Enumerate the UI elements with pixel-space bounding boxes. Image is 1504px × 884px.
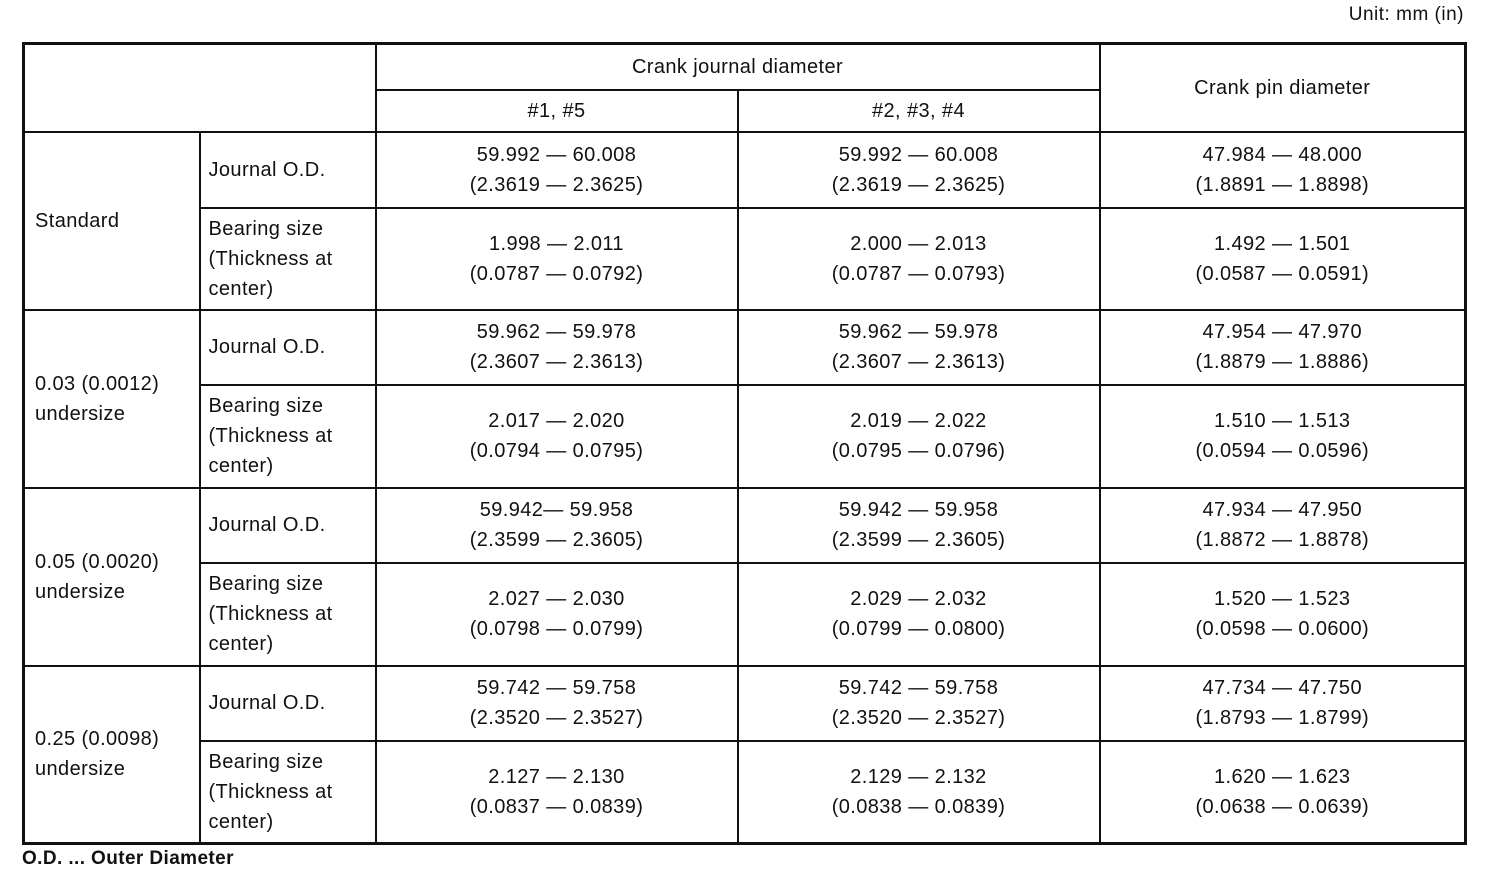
value-in: (2.3599 — 2.3605) bbox=[831, 529, 1006, 551]
value-cell bbox=[1100, 488, 1466, 563]
bearing-label-line: Bearing size bbox=[208, 395, 324, 417]
value-in: (0.0598 — 0.0600) bbox=[1195, 618, 1370, 640]
value-cell bbox=[1100, 310, 1466, 385]
size-label: 0.25 (0.0098) bbox=[35, 728, 160, 751]
value-mm: 1.510 — 1.513 bbox=[1214, 410, 1351, 432]
value-cell bbox=[738, 385, 1100, 488]
value-in: (0.0638 — 0.0639) bbox=[1195, 795, 1370, 818]
value-in: (2.3619 — 2.3625) bbox=[469, 173, 644, 196]
table-row bbox=[24, 488, 1466, 563]
value-mm: 2.017 — 2.020 bbox=[488, 410, 625, 432]
value-mm: 1.492 — 1.501 bbox=[1214, 232, 1351, 255]
item-label-journal-od: Journal O.D. bbox=[200, 488, 376, 563]
table-row bbox=[24, 132, 1466, 208]
value-mm: 59.962 — 59.978 bbox=[476, 321, 637, 343]
size-label-sub: undersize bbox=[35, 580, 126, 603]
value-cell bbox=[376, 132, 738, 208]
value-mm: 59.992 — 60.008 bbox=[838, 143, 999, 166]
value-cell bbox=[1100, 208, 1466, 310]
size-label: 0.03 (0.0012) bbox=[35, 372, 160, 395]
item-label-journal-od: Journal O.D. bbox=[200, 310, 376, 385]
value-in: (0.0838 — 0.0839) bbox=[831, 795, 1006, 818]
value-mm: 1.620 — 1.623 bbox=[1214, 765, 1351, 788]
value-cell bbox=[1100, 741, 1466, 844]
item-label-journal-od: Journal O.D. bbox=[200, 132, 376, 208]
table-row bbox=[24, 563, 1466, 666]
value-in: (0.0837 — 0.0839) bbox=[469, 795, 644, 818]
value-in: (0.0787 — 0.0793) bbox=[831, 262, 1006, 285]
value-in: (0.0795 — 0.0796) bbox=[831, 440, 1006, 462]
value-in: (2.3520 — 2.3527) bbox=[469, 707, 644, 729]
value-in: (0.0787 — 0.0792) bbox=[469, 262, 644, 285]
value-cell bbox=[738, 208, 1100, 310]
item-label-bearing-size bbox=[200, 208, 376, 310]
value-cell bbox=[1100, 666, 1466, 741]
value-mm: 2.127 — 2.130 bbox=[488, 765, 625, 788]
size-label-cell bbox=[24, 666, 200, 844]
value-cell bbox=[376, 563, 738, 666]
value-in: (1.8879 — 1.8886) bbox=[1195, 351, 1370, 373]
value-cell bbox=[1100, 132, 1466, 208]
value-mm: 2.000 — 2.013 bbox=[850, 232, 987, 255]
unit-label: Unit: mm (in) bbox=[1348, 4, 1464, 25]
value-in: (2.3520 — 2.3527) bbox=[831, 707, 1006, 729]
value-cell bbox=[738, 488, 1100, 563]
value-cell bbox=[738, 666, 1100, 741]
value-in: (1.8872 — 1.8878) bbox=[1195, 529, 1370, 551]
header-crank-journal-diameter: Crank journal diameter bbox=[376, 44, 1100, 90]
table-row bbox=[24, 208, 1466, 310]
value-mm: 2.019 — 2.022 bbox=[850, 410, 987, 432]
table-row bbox=[24, 741, 1466, 844]
value-in: (0.0799 — 0.0800) bbox=[831, 618, 1006, 640]
header-corner-cell bbox=[24, 44, 376, 132]
header-journal-1-5: #1, #5 bbox=[376, 90, 738, 132]
value-in: (0.0794 — 0.0795) bbox=[469, 440, 644, 462]
value-mm: 59.992 — 60.008 bbox=[476, 143, 637, 166]
value-mm: 1.998 — 2.011 bbox=[489, 232, 624, 255]
size-label-cell bbox=[24, 132, 200, 310]
value-in: (2.3607 — 2.3613) bbox=[469, 351, 644, 373]
item-label-bearing-size bbox=[200, 741, 376, 844]
bearing-label-line: (Thickness at bbox=[208, 247, 333, 270]
value-mm: 59.942— 59.958 bbox=[479, 499, 634, 521]
crankshaft-spec-table bbox=[22, 42, 1467, 845]
size-label: 0.05 (0.0020) bbox=[35, 550, 160, 573]
size-label-cell bbox=[24, 488, 200, 666]
value-mm: 59.962 — 59.978 bbox=[838, 321, 999, 343]
bearing-label-line: center) bbox=[208, 633, 274, 655]
value-cell bbox=[376, 741, 738, 844]
value-cell bbox=[738, 132, 1100, 208]
bearing-label-line: (Thickness at bbox=[208, 425, 333, 447]
bearing-label-line: center) bbox=[208, 277, 274, 300]
table-row bbox=[24, 666, 1466, 741]
size-label-sub: undersize bbox=[35, 758, 126, 781]
value-mm: 59.742 — 59.758 bbox=[476, 677, 637, 699]
value-cell bbox=[738, 563, 1100, 666]
value-cell bbox=[1100, 563, 1466, 666]
size-label: Standard bbox=[35, 209, 120, 232]
size-label-sub: undersize bbox=[35, 402, 126, 425]
header-crank-pin-diameter: Crank pin diameter bbox=[1100, 44, 1466, 132]
value-mm: 47.734 — 47.750 bbox=[1202, 677, 1362, 699]
value-mm: 2.027 — 2.030 bbox=[488, 588, 625, 610]
value-mm: 47.934 — 47.950 bbox=[1202, 499, 1362, 521]
value-in: (2.3599 — 2.3605) bbox=[469, 529, 644, 551]
bearing-label-line: Bearing size bbox=[208, 573, 324, 595]
bearing-label-line: Bearing size bbox=[208, 750, 324, 773]
item-label-bearing-size bbox=[200, 385, 376, 488]
bearing-label-line: (Thickness at bbox=[208, 780, 333, 803]
size-label-cell bbox=[24, 310, 200, 488]
value-cell bbox=[1100, 385, 1466, 488]
value-mm: 47.984 — 48.000 bbox=[1202, 143, 1362, 166]
value-in: (0.0587 — 0.0591) bbox=[1195, 262, 1370, 285]
value-cell bbox=[376, 666, 738, 741]
value-cell bbox=[376, 488, 738, 563]
value-mm: 47.954 — 47.970 bbox=[1202, 321, 1362, 343]
value-cell bbox=[738, 741, 1100, 844]
value-mm: 1.520 — 1.523 bbox=[1214, 588, 1351, 610]
value-mm: 59.942 — 59.958 bbox=[838, 499, 999, 521]
value-cell bbox=[738, 310, 1100, 385]
header-row-1 bbox=[24, 44, 1466, 90]
footnote: O.D. ... Outer Diameter bbox=[22, 848, 234, 869]
value-mm: 2.129 — 2.132 bbox=[850, 765, 987, 788]
table-row bbox=[24, 385, 1466, 488]
value-mm: 2.029 — 2.032 bbox=[850, 588, 987, 610]
item-label-journal-od: Journal O.D. bbox=[200, 666, 376, 741]
table-row bbox=[24, 310, 1466, 385]
value-in: (2.3619 — 2.3625) bbox=[831, 173, 1006, 196]
value-in: (1.8891 — 1.8898) bbox=[1195, 173, 1370, 196]
value-in: (0.0594 — 0.0596) bbox=[1195, 440, 1370, 462]
item-label-bearing-size bbox=[200, 563, 376, 666]
header-journal-2-3-4: #2, #3, #4 bbox=[738, 90, 1100, 132]
value-in: (2.3607 — 2.3613) bbox=[831, 351, 1006, 373]
value-cell bbox=[376, 310, 738, 385]
value-in: (1.8793 — 1.8799) bbox=[1195, 707, 1370, 729]
value-in: (0.0798 — 0.0799) bbox=[469, 618, 644, 640]
bearing-label-line: Bearing size bbox=[208, 217, 324, 240]
value-cell bbox=[376, 385, 738, 488]
value-mm: 59.742 — 59.758 bbox=[838, 677, 999, 699]
bearing-label-line: (Thickness at bbox=[208, 603, 333, 625]
value-cell bbox=[376, 208, 738, 310]
bearing-label-line: center) bbox=[208, 455, 274, 477]
bearing-label-line: center) bbox=[208, 810, 274, 833]
